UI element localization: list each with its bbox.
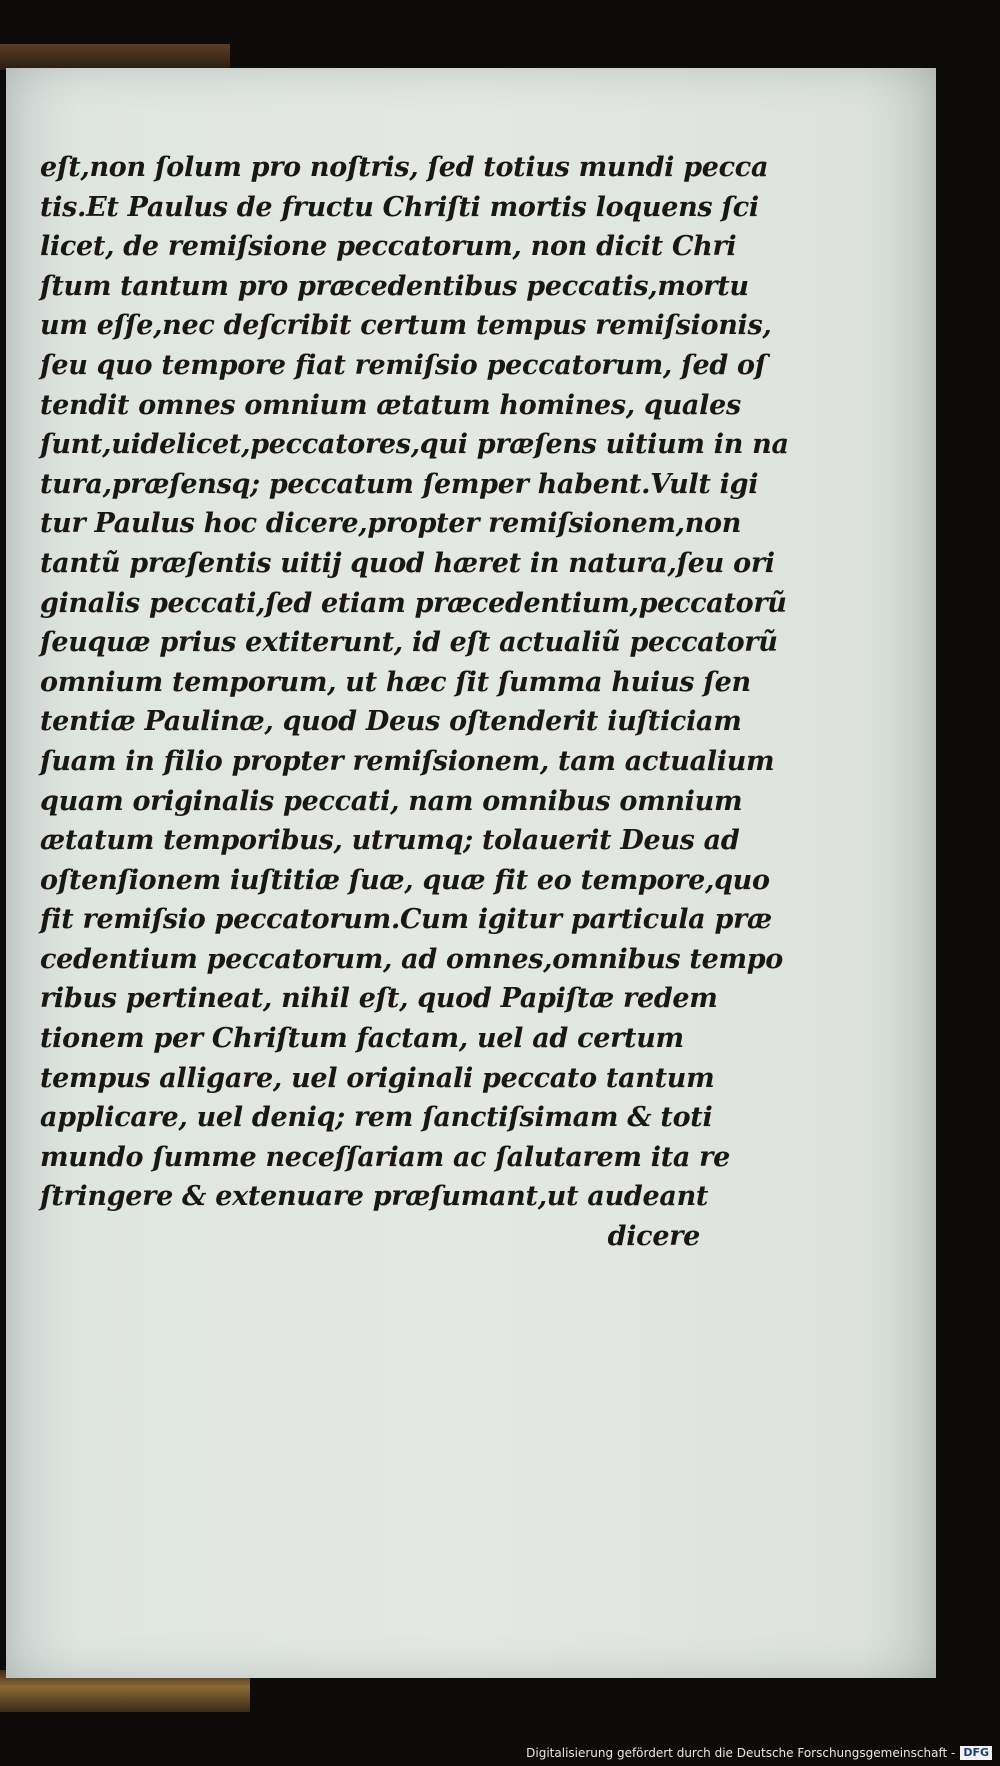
text-line: mundo ſumme neceſſariam ac ſalutarem ita re [40,1141,730,1173]
catchword: dicere [607,1221,700,1253]
text-line: cedentium peccatorum, ad omnes,omnibus tempo [40,943,784,975]
text-block [40,148,789,1257]
digitization-credit [526,1746,992,1760]
text-line: tura,præſensq; peccatum ſemper habent.Vult igi [40,468,759,500]
text-line: tis.Et Paulus de fructu Chriſti mortis loquens ſci [40,191,759,223]
text-line: tionem per Chriſtum factam, uel ad certum [40,1023,684,1055]
credit-text: Digitalisierung gefördert durch die Deutsche Forschungsgemeinschaft - [526,1746,956,1760]
text-line: ginalis peccati,ſed etiam præcedentium,peccatorũ [40,587,787,619]
text-line: applicare, uel deniq; rem ſanctiſsimam & toti [40,1102,713,1134]
text-line: tentiæ Paulinæ, quod Deus oſtenderit iuſticiam [40,706,742,738]
text-line: tantũ præſentis uitij quod hæret in natura,ſeu ori [40,547,775,579]
text-line: eſt,non ſolum pro noſtris, ſed totius mundi pecca [40,152,769,183]
text-line: omnium temporum, ut hæc ſit ſumma huius ſen [40,666,751,698]
text-line: ſunt,uidelicet,peccatores,qui præſens uitium in na [40,429,789,461]
text-line: fit remiſsio peccatorum.Cum igitur particula præ [40,904,772,936]
book-page [6,68,936,1678]
text-line: ribus pertineat, nihil eſt, quod Papiſtæ redem [40,983,718,1015]
text-line: oſtenſionem iuſtitiæ ſuæ, quæ fit eo tempore,quo [40,864,770,896]
text-line: ſtringere & extenuare præſumant,ut audeant [40,1181,709,1213]
dfg-logo: DFG [960,1746,992,1760]
text-line: licet, de remiſsione peccatorum, non dicit Chri [40,231,737,263]
book-edge-top [0,44,230,70]
text-line: ſtum tantum pro præcedentibus peccatis,mortu [40,270,749,302]
text-line: tendit omnes omnium ætatum homines, quales [40,389,741,421]
text-line: um eſſe,nec deſcribit certum tempus remiſsionis, [40,310,772,342]
text-line: quam originalis peccati, nam omnibus omnium [40,785,743,817]
text-line: ætatum temporibus, utrumq; tolauerit Deus ad [40,825,740,857]
text-line: tempus alligare, uel originali peccato tantum [40,1062,715,1094]
text-line: ſuam in filio propter remiſsionem, tam actualium [40,745,775,777]
text-line: ſeu quo tempore fiat remiſsio peccatorum, ſed oſ [40,349,767,381]
text-line: ſeuquæ prius extiterunt, id eſt actualiũ peccatorũ [40,627,778,659]
text-line: tur Paulus hoc dicere,propter remiſsionem,non [40,508,742,540]
